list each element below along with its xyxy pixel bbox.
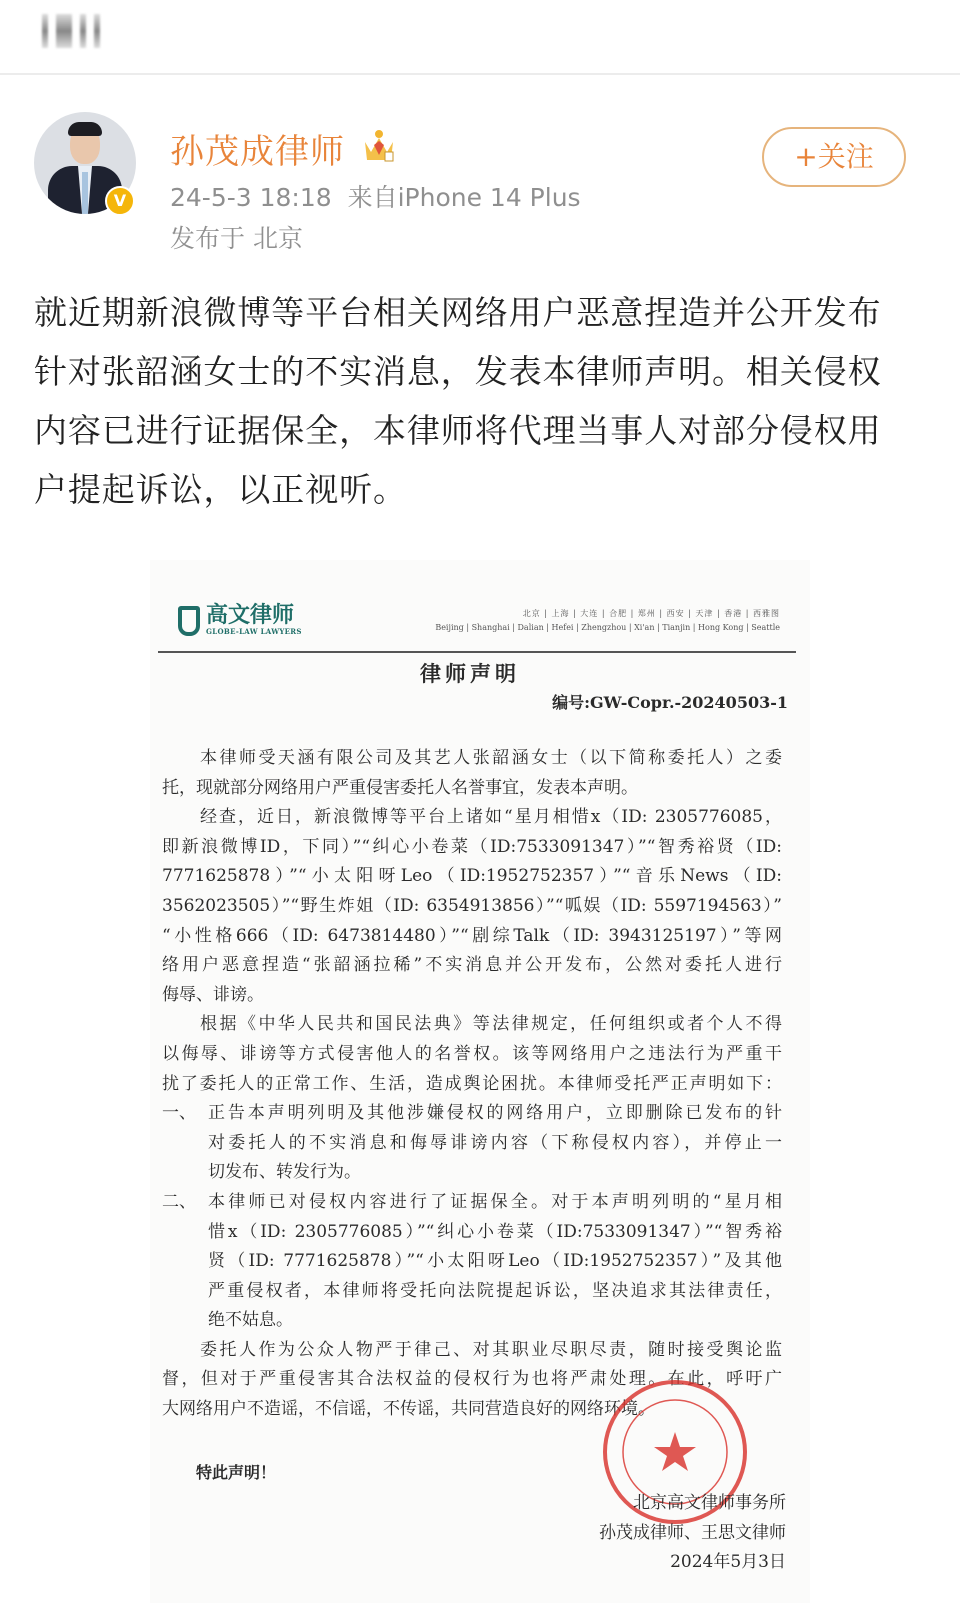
document-body bbox=[162, 744, 782, 1425]
doc-line: 本律师已对侵权内容进行了证据保全。对于本声明列明的“星月相 bbox=[208, 1191, 782, 1212]
post-text: 就近期新浪微博等平台相关网络用户恶意捏造并公开发布针对张韶涵女士的不实消息，发表本律师声明。相关侵权内容已进行证据保全，本律师将代理当事人对部分侵权用户提起诉讼，以正视听。 bbox=[34, 293, 882, 509]
doc-line: 切发布、转发行为。 bbox=[208, 1162, 361, 1183]
doc-line: 经查，近日，新浪微博等平台上诸如“星月相惜x（ID: 2305776085， bbox=[200, 807, 782, 828]
doc-line: 大网络用户不造谣，不信谣，不传谣，共同营造良好的网络环境。 bbox=[162, 1399, 655, 1420]
doc-item-1 bbox=[162, 1099, 782, 1129]
cities-en: Beijing | Shanghai | Dalian | Hefei | Zhengzhou | Xi'an | Tianjin | Hong Kong | Seattle bbox=[435, 623, 780, 632]
status-bar bbox=[0, 0, 960, 75]
doc-line: 根据《中华人民共和国民法典》等法律规定，任何组织或者个人不得 bbox=[200, 1014, 782, 1035]
doc-line: 络用户恶意捏造“张韶涵拉稀”不实消息并公开发布，公然对委托人进行 bbox=[162, 955, 782, 976]
logo-en: GLOBE-LAW LAWYERS bbox=[206, 627, 302, 636]
post-source: 来自iPhone 14 Plus bbox=[347, 183, 581, 212]
firm-logo-icon bbox=[178, 606, 200, 636]
doc-line: 绝不姑息。 bbox=[208, 1310, 293, 1331]
doc-line: 督，但对于严重侵害其合法权益的侵权行为也将严肃处理。在此，呼吁广 bbox=[162, 1369, 782, 1390]
post-location: 发布于 北京 bbox=[170, 224, 303, 253]
attached-image-lawyer-statement[interactable] bbox=[150, 560, 810, 1603]
firm-signature: 北京高文律师事务所 bbox=[633, 1493, 786, 1513]
verified-badge-icon: V bbox=[105, 186, 135, 216]
closing-statement: 特此声明！ bbox=[196, 1463, 277, 1482]
doc-line: 严重侵权者，本律师将受托向法院提起诉讼，坚决追求其法律责任， bbox=[208, 1280, 782, 1301]
doc-line: 7771625878）”“小太阳呀Leo（ID:1952752357）”“音乐News（ID: bbox=[162, 866, 782, 887]
doc-line: 贤（ID: 7771625878）”“小太阳呀Leo（ID:1952752357）”及其他 bbox=[208, 1251, 782, 1272]
cities-cn: 北京 | 上海 | 大连 | 合肥 | 郑州 | 西安 | 天津 | 香港 | 西雅图 bbox=[522, 609, 780, 618]
crown-badge-icon bbox=[362, 128, 396, 164]
doc-line: 惜x（ID: 2305776085）”“纠心小卷菜（ID:7533091347）”“智秀裕 bbox=[208, 1221, 782, 1242]
doc-line: 侮辱、诽谤。 bbox=[162, 984, 264, 1005]
doc-line: 3562023505）”“野生炸姐（ID: 6354913856）”“呱娱（ID: 5597194563）” bbox=[162, 895, 782, 916]
doc-line: 对委托人的不实消息和侮辱诽谤内容（下称侵权内容），并停止一 bbox=[208, 1132, 782, 1153]
post-timestamp: 24-5-3 18:18 bbox=[170, 183, 332, 212]
item-marker: 一、 bbox=[162, 1103, 196, 1124]
statement-date: 2024年5月3日 bbox=[670, 1552, 786, 1572]
post-meta bbox=[170, 178, 581, 214]
firm-logo bbox=[178, 605, 302, 636]
logo-cn: 高文律师 bbox=[206, 603, 295, 628]
item-marker: 二、 bbox=[162, 1191, 196, 1212]
lawyer-signature: 孙茂成律师、王思文律师 bbox=[599, 1523, 786, 1543]
document-number: 编号:GW-Copr.-20240503-1 bbox=[552, 693, 788, 712]
doc-item-2 bbox=[162, 1188, 782, 1218]
doc-line: 本律师受天涵有限公司及其艺人张韶涵女士（以下简称委托人）之委 bbox=[200, 748, 782, 768]
signal-bars-icon bbox=[42, 14, 100, 48]
doc-line: 扰了委托人的正常工作、生活，造成舆论困扰。本律师受托严正声明如下： bbox=[162, 1073, 782, 1094]
author-name[interactable]: 孙茂成律师 bbox=[170, 132, 345, 172]
header-divider bbox=[158, 651, 796, 653]
doc-line: 即新浪微博ID，下同）”“纠心小卷菜（ID:7533091347）”“智秀裕贤（ID: bbox=[162, 836, 782, 857]
doc-line: 托，现就部分网络用户严重侵害委托人名誉事宜，发表本声明。 bbox=[162, 777, 638, 798]
doc-line: 正告本声明列明及其他涉嫌侵权的网络用户，立即删除已发布的针 bbox=[208, 1103, 782, 1124]
doc-line: “小性格666（ID: 6473814480）”“剧综Talk（ID: 3943125197）”等网 bbox=[162, 925, 782, 946]
follow-button[interactable]: +关注 bbox=[762, 127, 906, 187]
doc-line: 委托人作为公众人物严于律己、对其职业尽职尽责，随时接受舆论监 bbox=[200, 1339, 782, 1360]
doc-line: 以侮辱、诽谤等方式侵害他人的名誉权。该等网络用户之违法行为严重干 bbox=[162, 1043, 782, 1064]
document-title: 律师声明 bbox=[420, 662, 520, 686]
